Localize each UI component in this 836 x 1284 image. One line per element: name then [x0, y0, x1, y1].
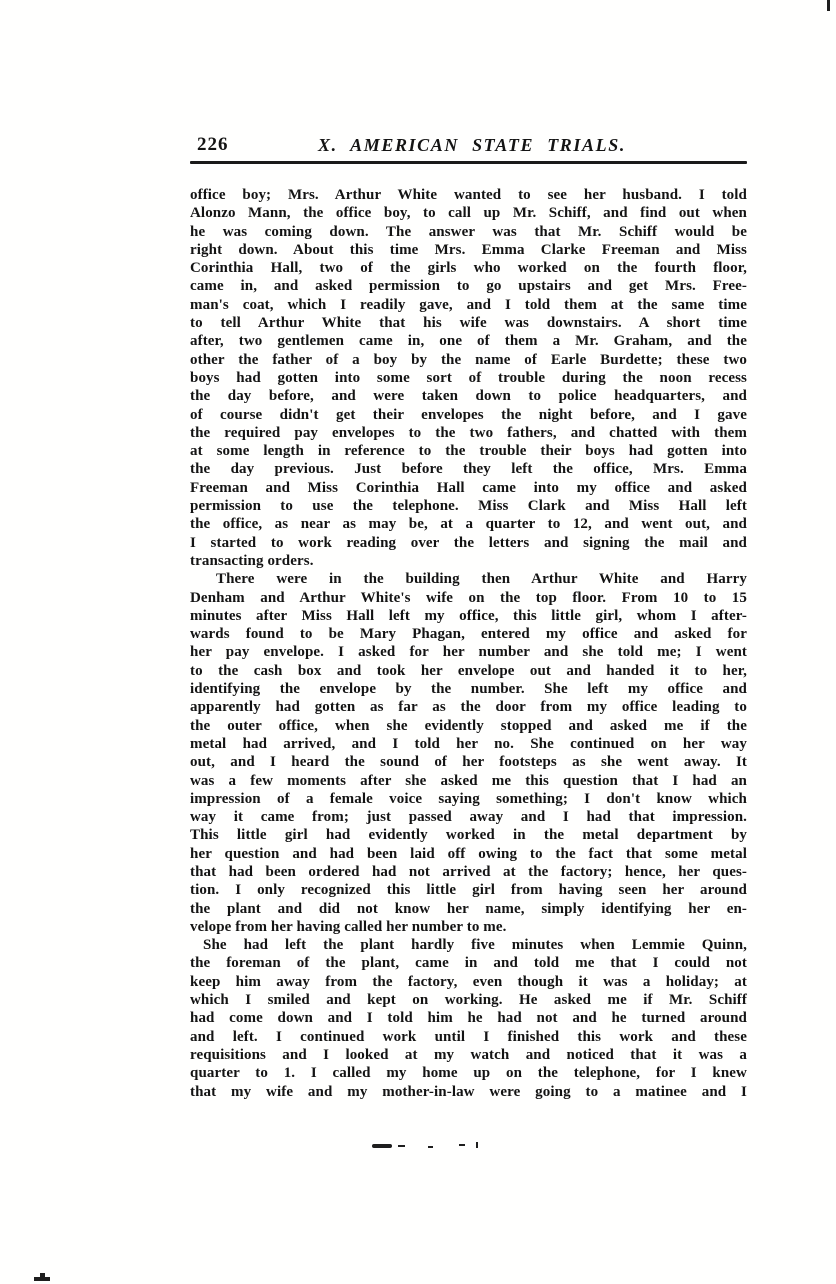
- text-block: [190, 186, 747, 1101]
- text-line: the day before, and were taken down to police headquarters, and: [190, 388, 747, 405]
- text-line: the plant and did not know her name, simply identifying her en-: [190, 900, 747, 917]
- text-line: which I smiled and kept on working. He asked me if Mr. Schiff: [190, 992, 747, 1009]
- scan-artifact-smudge: [476, 1142, 478, 1148]
- paragraph: [190, 936, 747, 1101]
- text-line: Denham and Arthur White's wife on the top floor. From 10 to 15: [190, 589, 747, 606]
- text-line: keep him away from the factory, even though it was a holiday; at: [190, 973, 747, 990]
- text-line: her question and had been laid off owing to the fact that some metal: [190, 845, 747, 862]
- text-line: metal had arrived, and I told her no. She continued on her way: [190, 735, 747, 752]
- scan-artifact-foot-mark: [40, 1273, 45, 1278]
- text-line: transacting orders.: [190, 552, 314, 569]
- text-line: out, and I heard the sound of her footsteps as she went away. It: [190, 754, 747, 771]
- text-line: I started to work reading over the letters and signing the mail and: [190, 534, 747, 551]
- scan-artifact-corner-tick: [827, 0, 830, 11]
- scan-artifact-smudge: [428, 1146, 433, 1148]
- text-line: the foreman of the plant, came in and told me that I could not: [190, 955, 747, 972]
- text-line: that my wife and my mother-in-law were going to a matinee and I: [190, 1083, 747, 1100]
- text-line: at some length in reference to the trouble their boys had gotten into: [190, 443, 747, 460]
- text-line: quarter to 1. I called my home up on the telephone, for I knew: [190, 1065, 747, 1082]
- header-rule: [190, 161, 747, 164]
- text-line: had come down and I told him he had not and he turned around: [190, 1010, 747, 1027]
- running-head-title: X. AMERICAN STATE TRIALS.: [318, 135, 626, 155]
- text-line: to the cash box and took her envelope out and handed it to her,: [190, 662, 747, 679]
- page-number: 226: [197, 134, 229, 155]
- text-line: man's coat, which I readily gave, and I told them at the same time: [190, 296, 747, 313]
- text-line: wards found to be Mary Phagan, entered my office and asked for: [190, 626, 747, 643]
- text-line: was a few moments after she asked me this question that I had an: [190, 772, 747, 789]
- text-line: tion. I only recognized this little girl from having seen her around: [190, 882, 747, 899]
- paragraph: [190, 570, 747, 936]
- text-line: apparently had gotten as far as the door from my office leading to: [190, 699, 747, 716]
- text-line: after, two gentlemen came in, one of them a Mr. Graham, and the: [190, 333, 747, 350]
- text-line: her pay envelope. I asked for her number and she told me; I went: [190, 644, 747, 661]
- text-line: Freeman and Miss Corinthia Hall came into my office and asked: [190, 479, 747, 496]
- text-line: identifying the envelope by the number. She left my office and: [190, 681, 747, 698]
- text-line: to tell Arthur White that his wife was downstairs. A short time: [190, 315, 747, 332]
- text-line: There were in the building then Arthur White and Harry: [216, 571, 747, 588]
- text-line: permission to use the telephone. Miss Clark and Miss Hall left: [190, 498, 747, 515]
- text-line: other the father of a boy by the name of Earle Burdette; these two: [190, 351, 747, 368]
- text-line: Alonzo Mann, the office boy, to call up Mr. Schiff, and find out when: [190, 205, 747, 222]
- scan-artifact-smudge: [372, 1144, 392, 1148]
- text-line: the office, as near as may be, at a quarter to 12, and went out, and: [190, 516, 747, 533]
- text-line: came in, and asked permission to go upstairs and get Mrs. Free-: [190, 278, 747, 295]
- scan-artifact-smudge: [459, 1144, 465, 1146]
- text-line: She had left the plant hardly five minutes when Lemmie Quinn,: [203, 937, 747, 954]
- text-line: requisitions and I looked at my watch and noticed that it was a: [190, 1046, 747, 1063]
- text-line: the required pay envelopes to the two fathers, and chatted with them: [190, 424, 747, 441]
- text-line: and left. I continued work until I finished this work and these: [190, 1028, 747, 1045]
- text-line: boys had gotten into some sort of trouble during the noon recess: [190, 369, 747, 386]
- text-line: he was coming down. The answer was that Mr. Schiff would be: [190, 223, 747, 240]
- scan-artifact-smudge: [398, 1145, 405, 1147]
- paragraph: [190, 186, 747, 570]
- text-line: the day previous. Just before they left the office, Mrs. Emma: [190, 461, 747, 478]
- text-line: minutes after Miss Hall left my office, this little girl, whom I after-: [190, 607, 747, 624]
- text-line: way it came from; just passed away and I had that impression.: [190, 809, 747, 826]
- text-line: office boy; Mrs. Arthur White wanted to see her husband. I told: [190, 187, 747, 203]
- text-line: the outer office, when she evidently stopped and asked me if the: [190, 717, 747, 734]
- text-line: This little girl had evidently worked in the metal department by: [190, 827, 747, 844]
- text-line: velope from her having called her number to me.: [190, 918, 507, 935]
- text-line: impression of a female voice saying something; I don't know which: [190, 790, 747, 807]
- text-line: Corinthia Hall, two of the girls who worked on the fourth floor,: [190, 260, 747, 277]
- text-line: that had been ordered had not arrived at the factory; hence, her ques-: [190, 863, 747, 880]
- text-line: of course didn't get their envelopes the night before, and I gave: [190, 406, 747, 423]
- text-line: right down. About this time Mrs. Emma Clarke Freeman and Miss: [190, 241, 747, 258]
